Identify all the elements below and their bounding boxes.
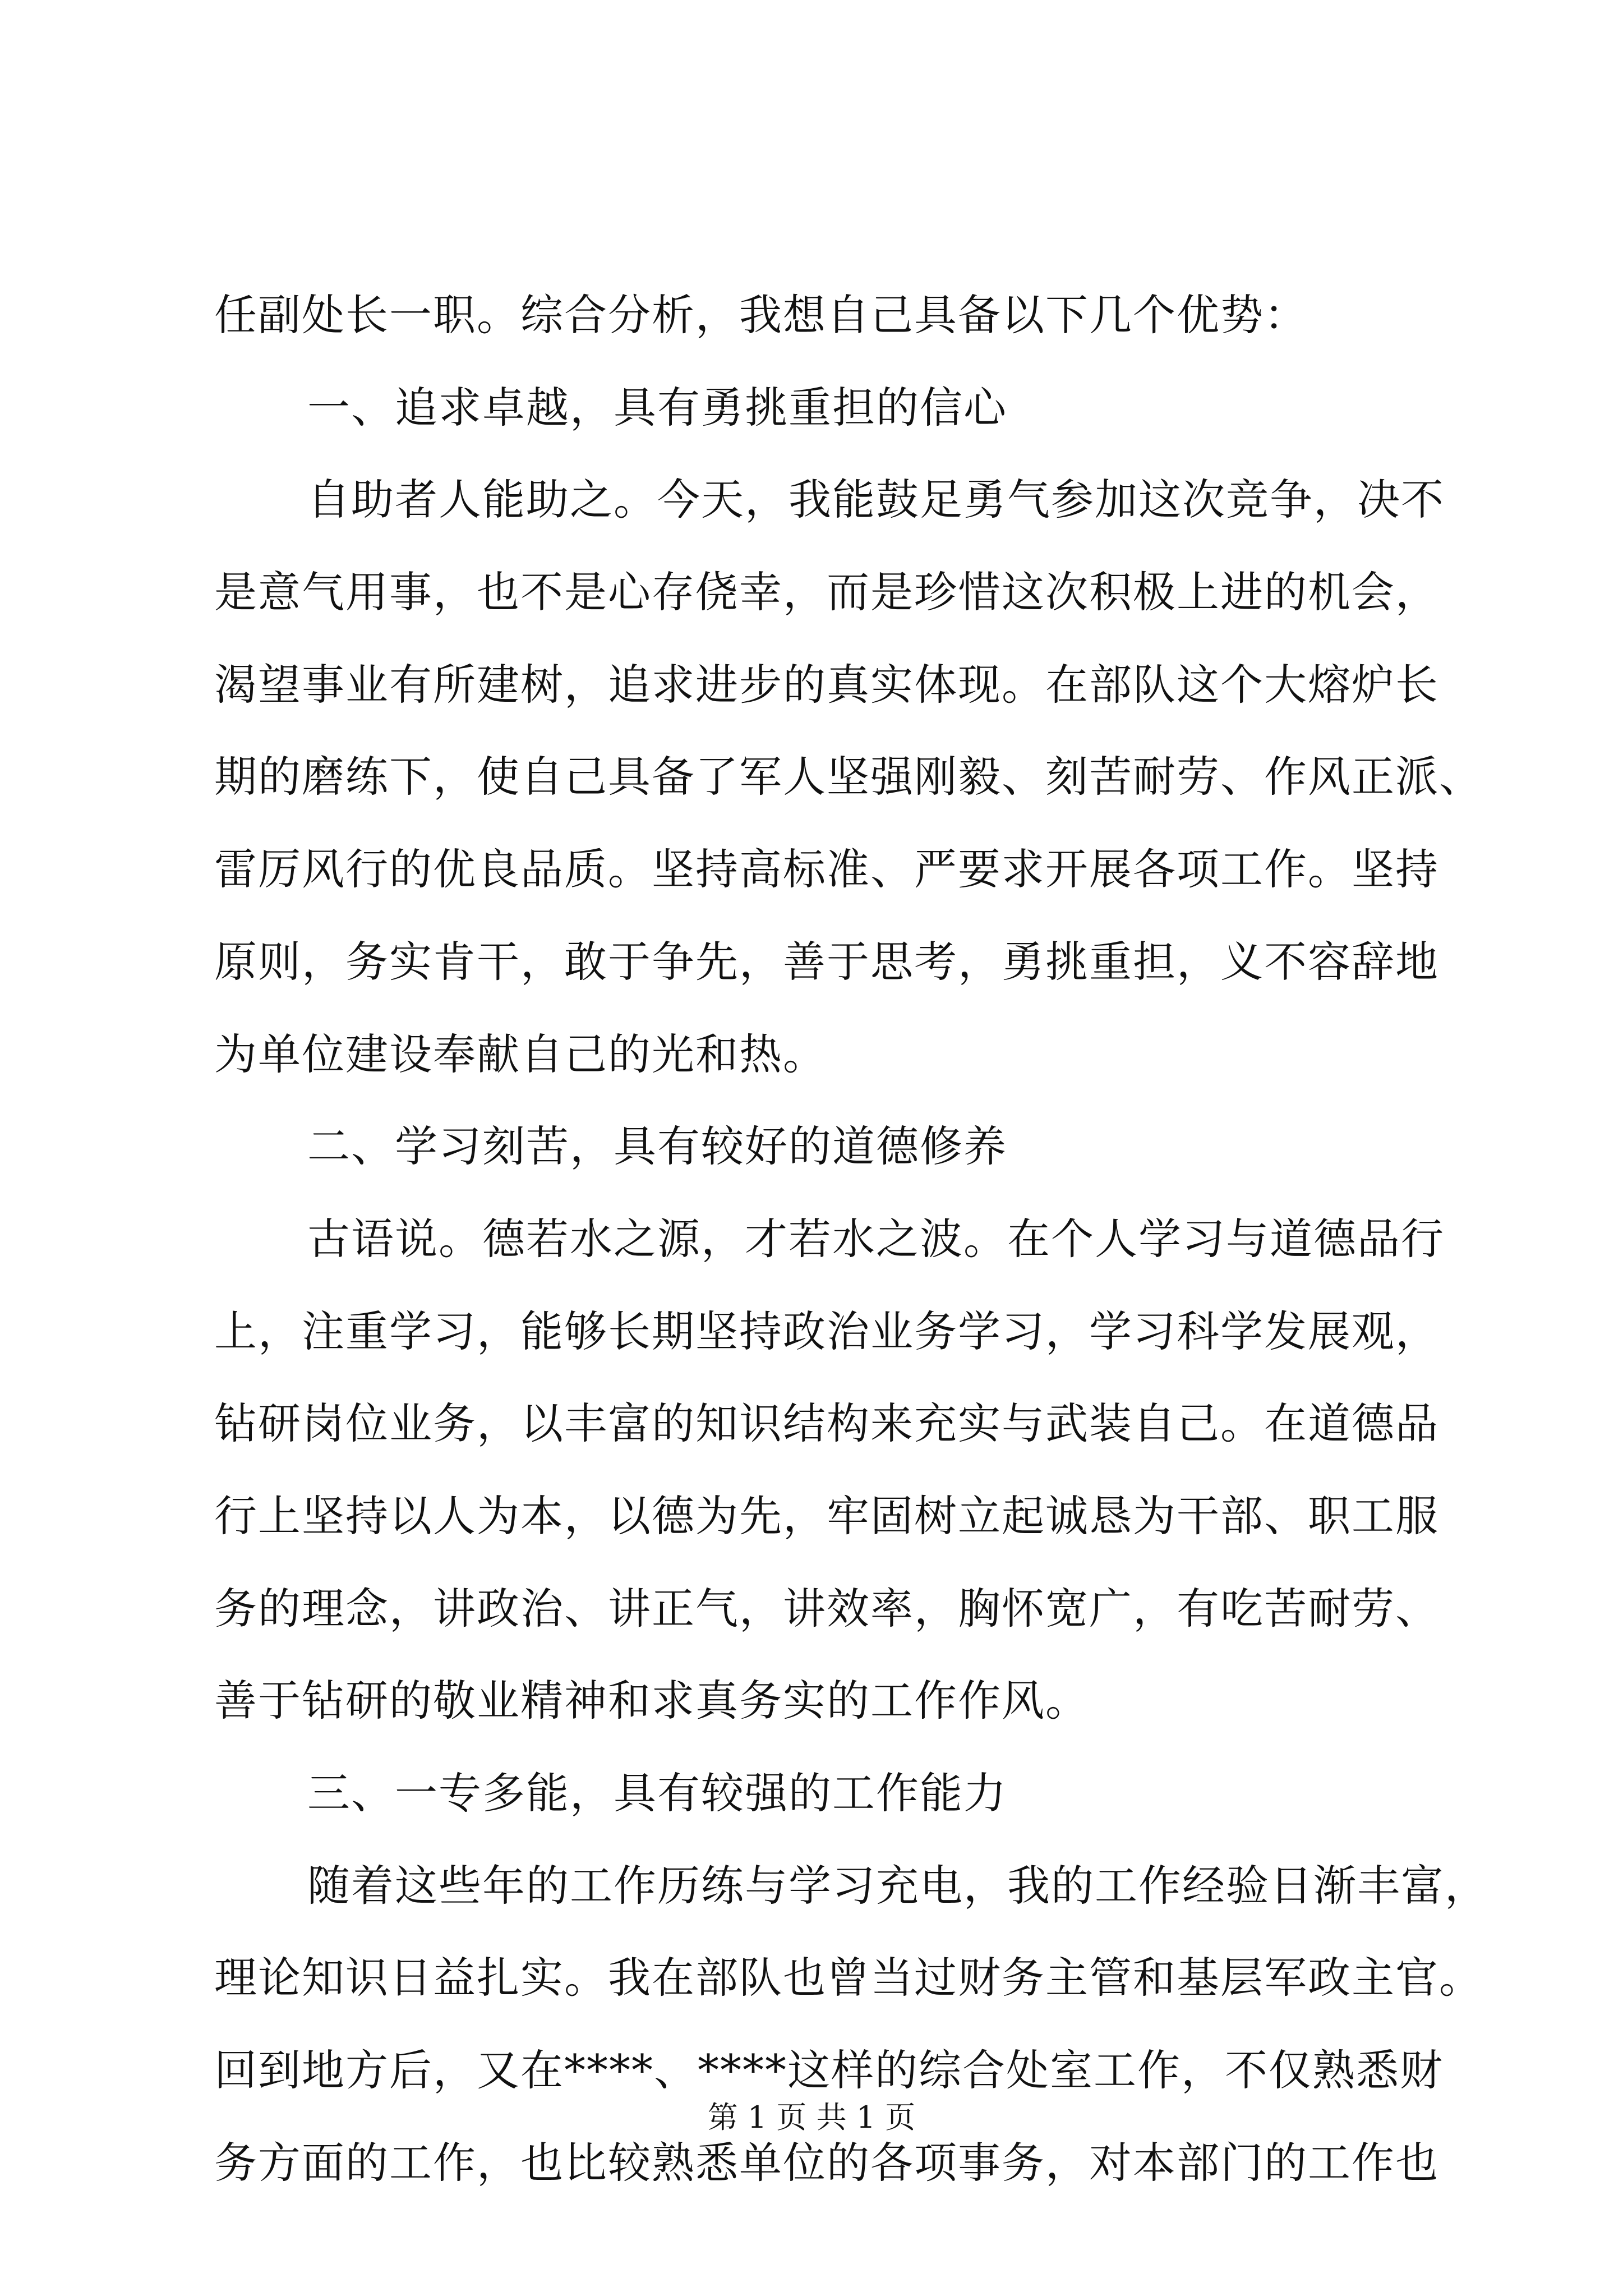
text-line: 上，注重学习，能够长期坚持政治业务学习，学习科学发展观， <box>214 1306 1439 1356</box>
text-line: 古语说。德若水之源，才若水之波。在个人学习与道德品行 <box>307 1213 1445 1264</box>
text-line: 回到地方后，又在****、****这样的综合处室工作，不仅熟悉财 <box>214 2045 1444 2096</box>
text-line: 自助者人能助之。今天，我能鼓足勇气参加这次竞争，决不 <box>307 475 1445 525</box>
section-heading: 三、一专多能，具有较强的工作能力 <box>307 1768 1007 1818</box>
text-line: 随着这些年的工作历练与学习充电，我的工作经验日渐丰富， <box>307 1860 1488 1911</box>
text-line: 钻研岗位业务，以丰富的知识结构来充实与武装自己。在道德品 <box>214 1398 1439 1449</box>
text-line: 务的理念，讲政治、讲正气，讲效率，胸怀宽广，有吃苦耐劳、 <box>214 1583 1439 1634</box>
text-line: 善于钻研的敬业精神和求真务实的工作作风。 <box>214 1676 1089 1726</box>
document-body <box>214 269 1488 2209</box>
text-line: 任副处长一职。综合分析，我想自己具备以下几个优势： <box>214 290 1308 340</box>
text-line: 雷厉风行的优良品质。坚持高标准、严要求开展各项工作。坚持 <box>214 844 1439 895</box>
section-heading: 一、追求卓越，具有勇挑重担的信心 <box>307 382 1007 432</box>
text-line: 理论知识日益扎实。我在部队也曾当过财务主管和基层军政主官。 <box>214 1953 1483 2003</box>
text-line: 期的磨练下，使自己具备了军人坚强刚毅、刻苦耐劳、作风正派、 <box>214 752 1483 802</box>
text-line: 渴望事业有所建树，追求进步的真实体现。在部队这个大熔炉长 <box>214 659 1439 710</box>
text-line: 原则，务实肯干，敢于争先，善于思考，勇挑重担，义不容辞地 <box>214 936 1439 987</box>
text-line: 行上坚持以人为本，以德为先，牢固树立起诚恳为干部、职工服 <box>214 1490 1439 1541</box>
page-footer: 第 1 页 共 1 页 <box>707 2100 916 2135</box>
text-line: 务方面的工作，也比较熟悉单位的各项事务，对本部门的工作也 <box>214 2137 1439 2188</box>
text-line: 是意气用事，也不是心存侥幸，而是珍惜这次积极上进的机会， <box>214 567 1439 618</box>
section-heading: 二、学习刻苦，具有较好的道德修养 <box>307 1121 1007 1172</box>
text-line: 为单位建设奉献自己的光和热。 <box>214 1029 827 1079</box>
